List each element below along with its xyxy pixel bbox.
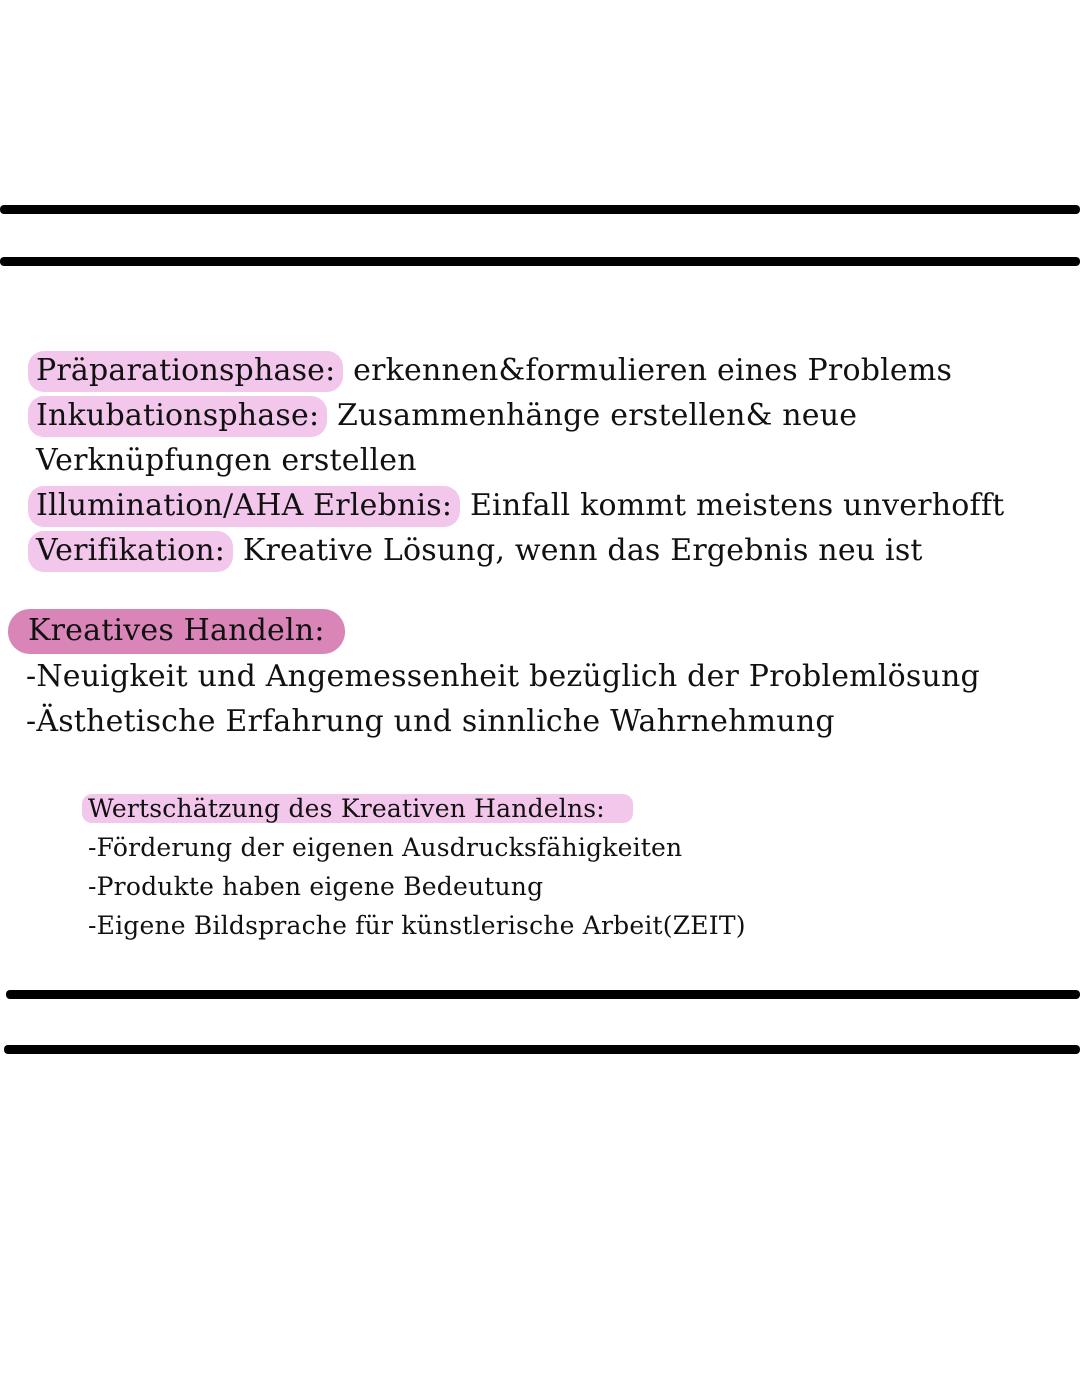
kreatives-handeln-heading (28, 610, 345, 652)
bottom-rule-2 (4, 1045, 1080, 1054)
phase-text: Einfall kommt meistens unverhofft (460, 488, 1005, 523)
wertschaetzung-item: -Produkte haben eigene Bedeutung (88, 872, 544, 901)
wertschaetzung-item: -Förderung der eigenen Ausdrucksfähigkeiten (88, 833, 683, 862)
phase-term: Verifikation: (28, 531, 233, 572)
phase-line-inkubation-cont (36, 440, 417, 482)
phase-text: Verknüpfungen erstellen (36, 443, 417, 478)
phase-text: Zusammenhänge erstellen& neue (327, 398, 858, 433)
phase-line-illumination (36, 485, 1004, 527)
top-rule-2 (0, 257, 1080, 266)
section-heading: Kreatives Handeln: (8, 609, 345, 654)
phase-line-praeparation (36, 350, 952, 392)
phase-text: erkennen&formulieren eines Problems (343, 353, 953, 388)
phase-term: Illumination/AHA Erlebnis: (28, 486, 460, 527)
phase-line-inkubation (36, 395, 857, 437)
top-rule-1 (0, 205, 1080, 214)
section-heading: Wertschätzung des Kreativen Handelns: (82, 794, 633, 823)
kreatives-handeln-item: -Ästhetische Erfahrung und sinnliche Wahrnehmung (26, 704, 835, 739)
wertschaetzung-item: -Eigene Bildsprache für künstlerische Arbeit(ZEIT) (88, 911, 746, 940)
phase-line-verifikation (36, 530, 923, 572)
phase-term: Präparationsphase: (28, 351, 343, 392)
wertschaetzung-heading (88, 790, 633, 828)
bottom-rule-1 (6, 990, 1080, 999)
kreatives-handeln-item: -Neuigkeit und Angemessenheit bezüglich der Problemlösung (26, 659, 980, 694)
phase-text: Kreative Lösung, wenn das Ergebnis neu ist (233, 533, 923, 568)
phase-term: Inkubationsphase: (28, 396, 327, 437)
